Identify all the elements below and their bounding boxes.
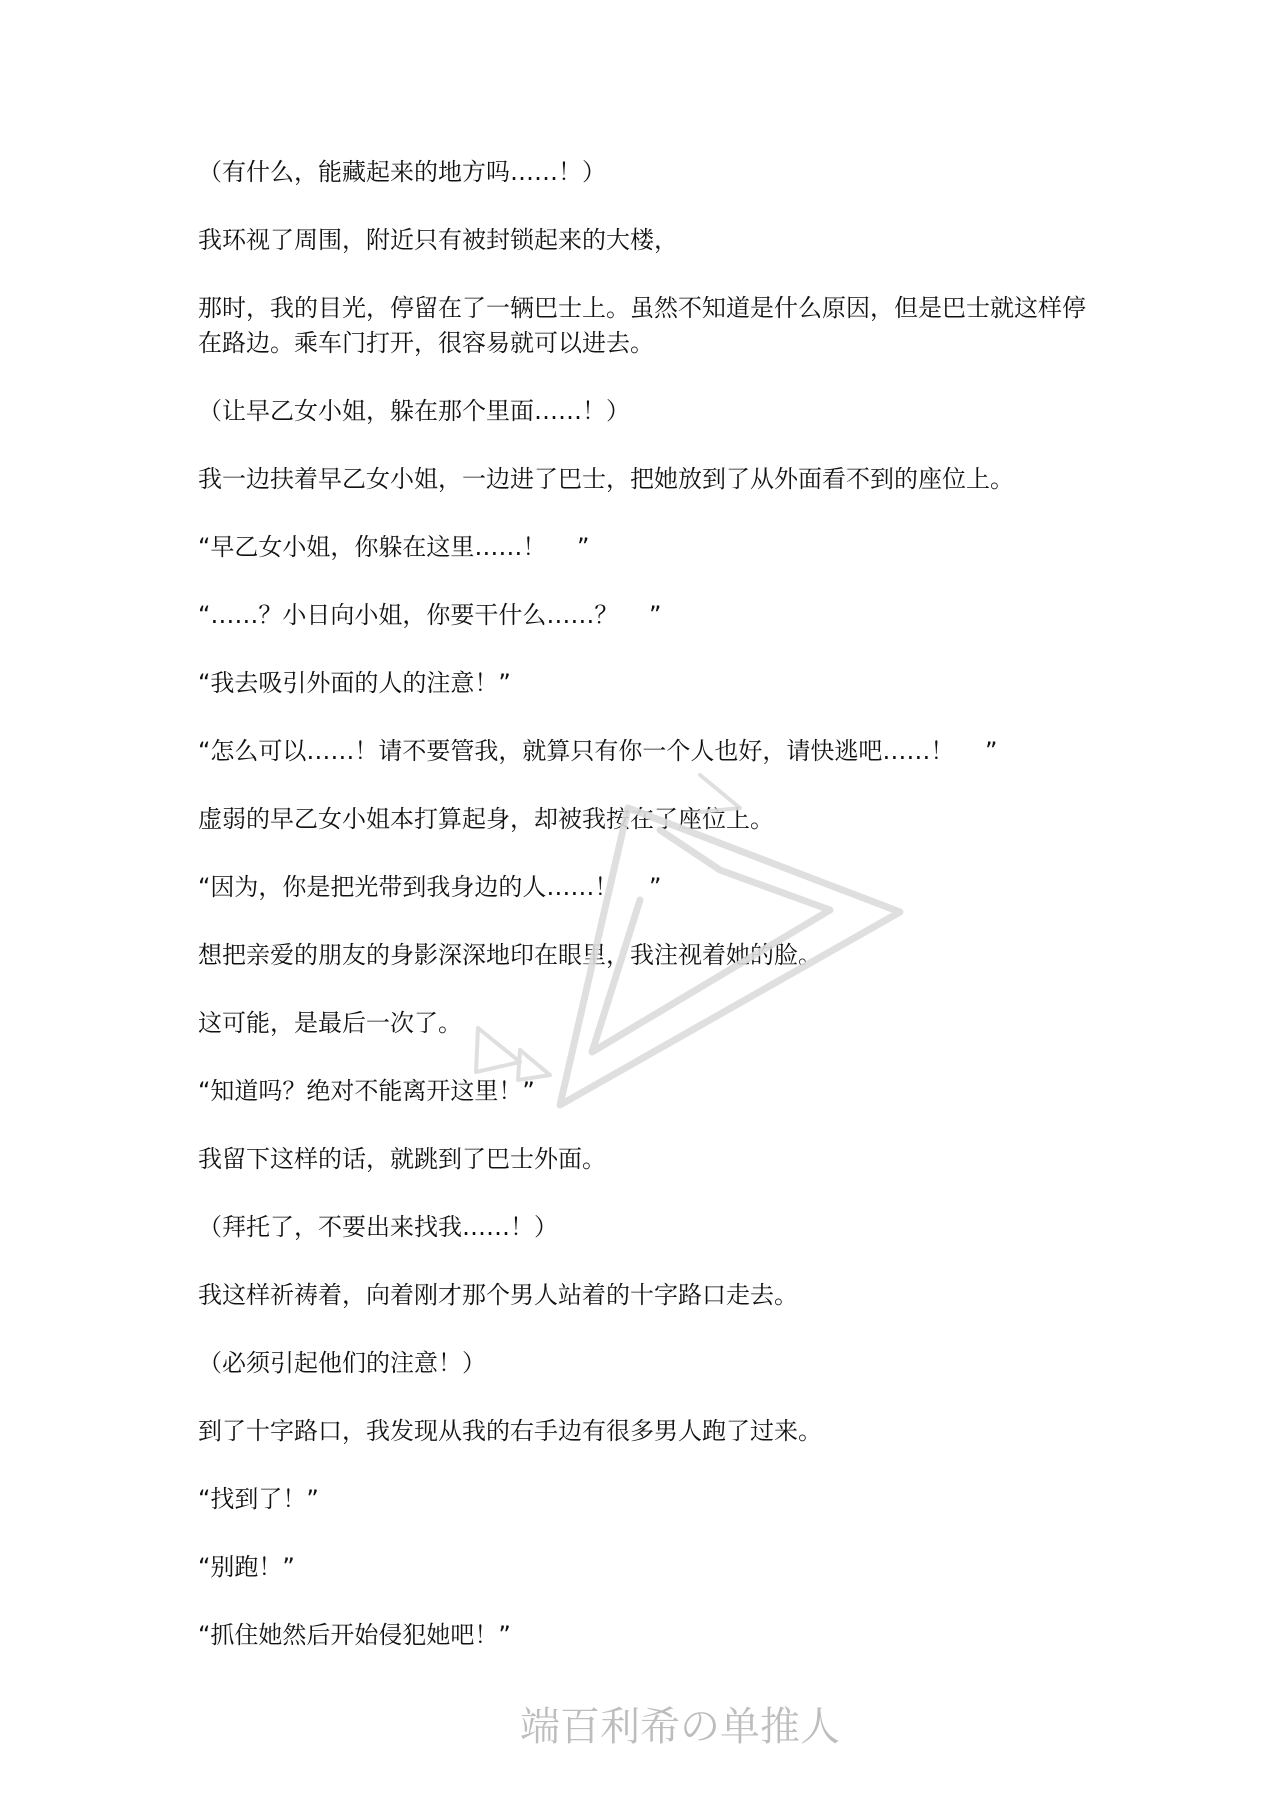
paragraph: （拜托了，不要出来找我……！）: [198, 1213, 558, 1241]
paragraph: “抓住她然后开始侵犯她吧！”: [198, 1621, 511, 1649]
paragraph: （让早乙女小姐，躲在那个里面……！）: [198, 397, 630, 425]
watermark-text: 端百利希の单推人: [520, 1704, 840, 1750]
paragraph: 那时，我的目光，停留在了一辆巴士上。虽然不知道是什么原因，但是巴士就这样停在路边。乘车门打开，很容易就可以进去。: [198, 294, 1086, 357]
paragraph: “别跑！”: [198, 1553, 295, 1581]
paragraph: “我去吸引外面的人的注意！”: [198, 669, 511, 697]
paragraph: “早乙女小姐，你躲在这里……！ ”: [198, 533, 590, 561]
paragraph: （必须引起他们的注意！）: [198, 1349, 486, 1377]
paragraph: “因为，你是把光带到我身边的人……！ ”: [198, 873, 662, 901]
paragraph: “知道吗？绝对不能离开这里！”: [198, 1077, 535, 1105]
paragraph: 我这样祈祷着，向着刚才那个男人站着的十字路口走去。: [198, 1281, 798, 1309]
paragraph: “怎么可以……！请不要管我，就算只有你一个人也好，请快逃吧……！ ”: [198, 737, 998, 765]
paragraph: “……？小日向小姐，你要干什么……？ ”: [198, 601, 662, 629]
paragraph: 我留下这样的话，就跳到了巴士外面。: [198, 1145, 606, 1173]
document-body: [198, 155, 1103, 1686]
paragraph: 这可能，是最后一次了。: [198, 1009, 462, 1037]
paragraph: 我一边扶着早乙女小姐，一边进了巴士，把她放到了从外面看不到的座位上。: [198, 465, 1014, 493]
paragraph: 到了十字路口，我发现从我的右手边有很多男人跑了过来。: [198, 1417, 822, 1445]
paragraph: 想把亲爱的朋友的身影深深地印在眼里，我注视着她的脸。: [198, 941, 822, 969]
paragraph: 虚弱的早乙女小姐本打算起身，却被我按在了座位上。: [198, 805, 774, 833]
paragraph: “找到了！”: [198, 1485, 319, 1513]
paragraph: （有什么，能藏起来的地方吗……！）: [198, 158, 606, 186]
paragraph: 我环视了周围，附近只有被封锁起来的大楼，: [198, 226, 678, 254]
